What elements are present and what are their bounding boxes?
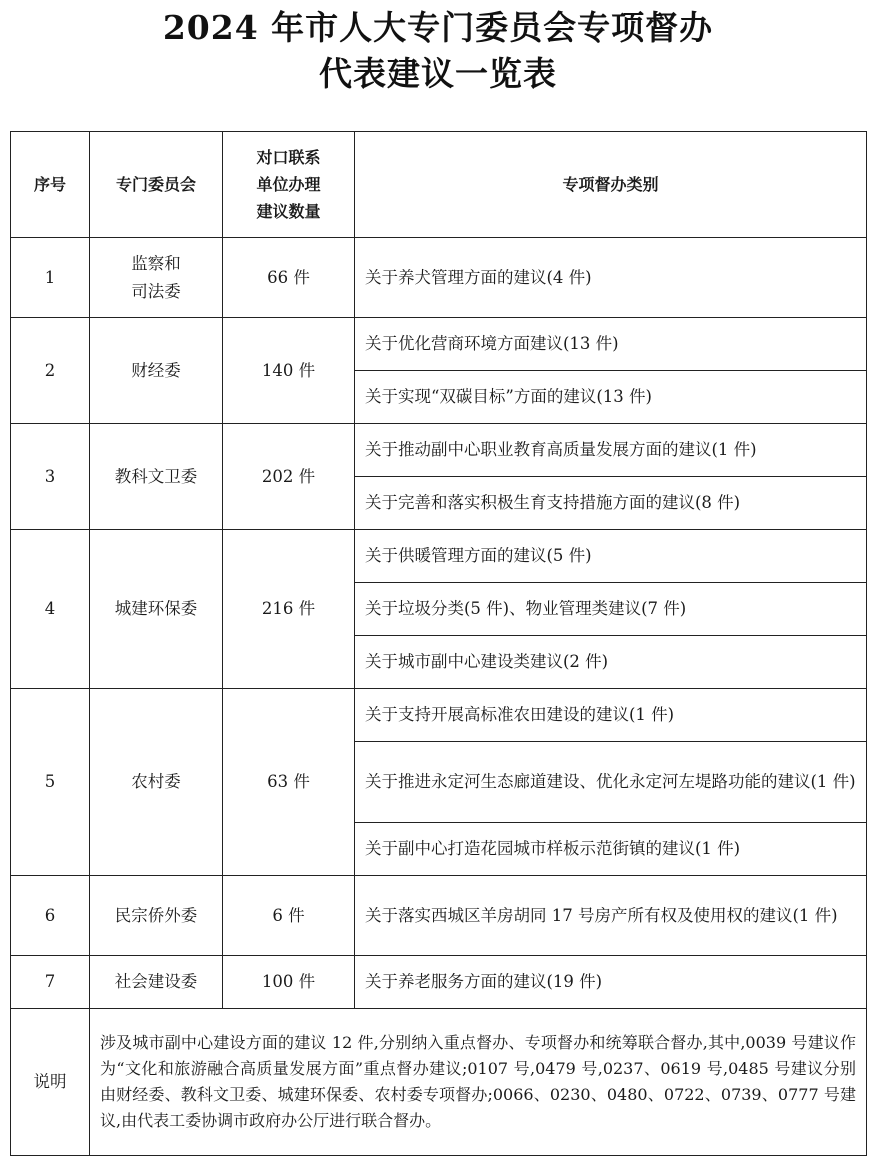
note-text: 涉及城市副中心建设方面的建议 12 件,分别纳入重点督办、专项督办和统筹联合督办,其中,0039 号建议作为“文化和旅游融合高质量发展方面”重点督办建议;0107 号,0479 号,0237、0619 号,0485 号建议分别由财经委、教科文卫委、城建环保委、农村委专项督办;0066、0230、0480、0722、0739、0777 号建议,由代表工委协调市政府办公厅进行联合督办。 bbox=[90, 1009, 867, 1156]
row-seq: 3 bbox=[11, 424, 90, 530]
row-committee: 财经委 bbox=[90, 318, 223, 424]
committee-line2: 司法委 bbox=[131, 281, 181, 301]
header-count bbox=[223, 132, 355, 238]
row-seq: 5 bbox=[11, 689, 90, 876]
category-item: 关于优化营商环境方面建议(13 件) bbox=[355, 318, 867, 371]
note-label: 说明 bbox=[11, 1009, 90, 1156]
category-item: 关于垃圾分类(5 件)、物业管理类建议(7 件) bbox=[355, 583, 867, 636]
row-count: 63 件 bbox=[223, 689, 355, 876]
category-item: 关于推进永定河生态廊道建设、优化永定河左堤路功能的建议(1 件) bbox=[355, 742, 867, 823]
category-item: 关于推动副中心职业教育高质量发展方面的建议(1 件) bbox=[355, 424, 867, 477]
header-category: 专项督办类别 bbox=[355, 132, 867, 238]
category-item: 关于供暖管理方面的建议(5 件) bbox=[355, 530, 867, 583]
header-count-line2: 单位办理 bbox=[256, 175, 321, 194]
table-header-row bbox=[11, 132, 867, 238]
table-row bbox=[11, 238, 867, 318]
row-seq: 4 bbox=[11, 530, 90, 689]
note-row bbox=[11, 1009, 867, 1156]
row-seq: 6 bbox=[11, 876, 90, 956]
table-row bbox=[11, 689, 867, 742]
header-committee: 专门委员会 bbox=[90, 132, 223, 238]
category-item: 关于副中心打造花园城市样板示范街镇的建议(1 件) bbox=[355, 823, 867, 876]
category-item: 关于养犬管理方面的建议(4 件) bbox=[355, 238, 867, 318]
category-item: 关于实现“双碳目标”方面的建议(13 件) bbox=[355, 371, 867, 424]
table-row bbox=[11, 876, 867, 956]
row-committee: 民宗侨外委 bbox=[90, 876, 223, 956]
table-row bbox=[11, 530, 867, 583]
table-row bbox=[11, 318, 867, 371]
row-count: 6 件 bbox=[223, 876, 355, 956]
row-committee: 城建环保委 bbox=[90, 530, 223, 689]
row-committee: 社会建设委 bbox=[90, 956, 223, 1009]
supervision-table bbox=[10, 131, 867, 1156]
row-count: 216 件 bbox=[223, 530, 355, 689]
row-seq: 1 bbox=[11, 238, 90, 318]
category-item: 关于支持开展高标准农田建设的建议(1 件) bbox=[355, 689, 867, 742]
header-count-line1: 对口联系 bbox=[256, 148, 321, 167]
table-row bbox=[11, 424, 867, 477]
row-committee: 农村委 bbox=[90, 689, 223, 876]
document-title-line1: 2024 年市人大专门委员会专项督办 bbox=[162, 8, 714, 47]
row-count: 100 件 bbox=[223, 956, 355, 1009]
header-seq: 序号 bbox=[11, 132, 90, 238]
category-item: 关于落实西城区羊房胡同 17 号房产所有权及使用权的建议(1 件) bbox=[355, 876, 867, 956]
category-item: 关于城市副中心建设类建议(2 件) bbox=[355, 636, 867, 689]
row-seq: 7 bbox=[11, 956, 90, 1009]
row-count: 202 件 bbox=[223, 424, 355, 530]
header-count-line3: 建议数量 bbox=[256, 202, 321, 221]
document-title-line2: 代表建议一览表 bbox=[319, 54, 557, 93]
row-committee bbox=[90, 238, 223, 318]
row-count: 140 件 bbox=[223, 318, 355, 424]
row-count: 66 件 bbox=[223, 238, 355, 318]
row-seq: 2 bbox=[11, 318, 90, 424]
category-item: 关于完善和落实积极生育支持措施方面的建议(8 件) bbox=[355, 477, 867, 530]
table-row bbox=[11, 956, 867, 1009]
category-item: 关于养老服务方面的建议(19 件) bbox=[355, 956, 867, 1009]
row-committee: 教科文卫委 bbox=[90, 424, 223, 530]
committee-line1: 监察和 bbox=[131, 253, 181, 273]
